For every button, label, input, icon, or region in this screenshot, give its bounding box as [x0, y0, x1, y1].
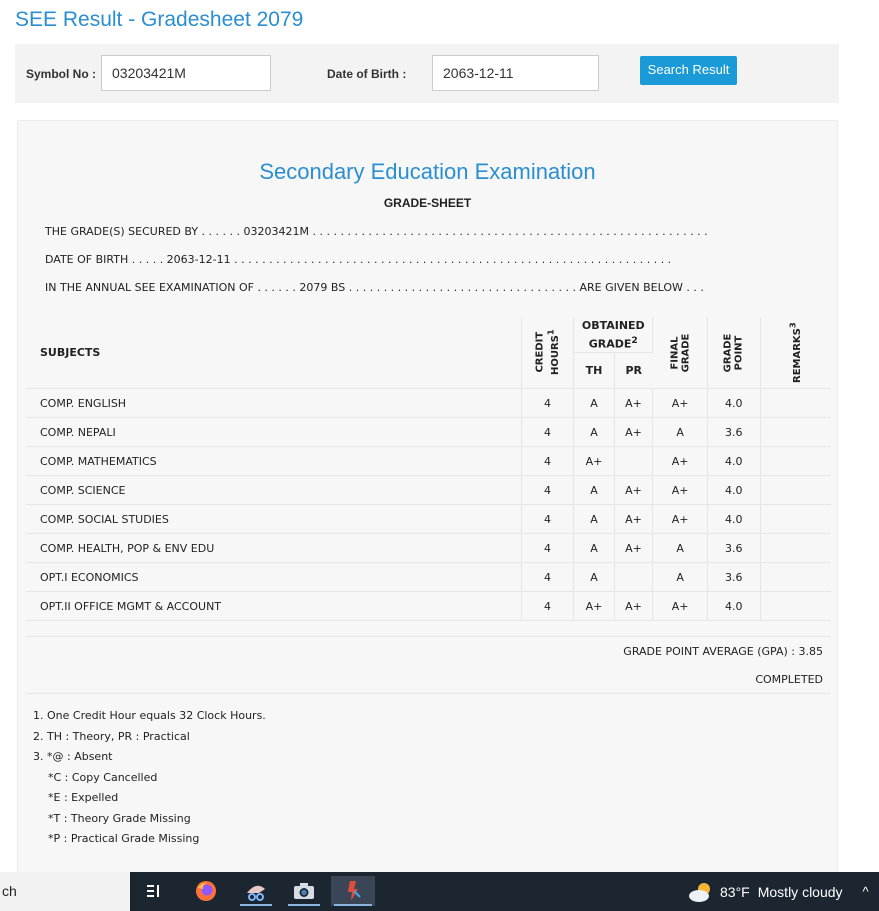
footnotes: [33, 706, 266, 850]
gradesheet-panel: [17, 120, 838, 880]
credit-cell: 4: [521, 592, 574, 621]
grade-point-cell: 3.6: [707, 563, 760, 592]
dob-label: Date of Birth :: [327, 67, 407, 81]
final-grade-cell: A: [653, 563, 708, 592]
remarks-cell: [760, 505, 831, 534]
credit-cell: 4: [521, 534, 574, 563]
final-grade-cell: A+: [653, 592, 708, 621]
header-remarks: REMARKS$^3$: [760, 317, 831, 389]
footnote-item: 2. TH : Theory, PR : Practical: [33, 729, 190, 743]
chevron-up-icon[interactable]: ^: [862, 884, 869, 899]
table-row: [26, 534, 831, 563]
table-row: [26, 447, 831, 476]
taskbar-search-text: ch: [2, 883, 17, 899]
pr-cell: A+: [614, 389, 652, 418]
footnote-item: 3. *@ : Absent: [33, 750, 113, 763]
footnote-item: *P : Practical Grade Missing: [48, 832, 200, 845]
final-grade-cell: A: [653, 418, 708, 447]
footnote-item: 1. One Credit Hour equals 32 Clock Hours.: [33, 709, 266, 722]
th-cell: A: [574, 505, 615, 534]
remarks-cell: [760, 418, 831, 447]
exam-line: IN THE ANNUAL SEE EXAMINATION OF . . . . . . 2079 BS . . . . . . . . . . . . . . . . . . . . . . . . . . . . . . . . . ARE GIVEN BELOW . . .: [45, 281, 704, 294]
grade-point-cell: 4.0: [707, 592, 760, 621]
table-row: [26, 389, 831, 418]
credit-cell: 4: [521, 389, 574, 418]
weather-widget[interactable]: [688, 872, 869, 911]
subject-cell: COMP. NEPALI: [26, 418, 521, 447]
table-row: [26, 592, 831, 621]
credit-cell: 4: [521, 476, 574, 505]
final-grade-cell: A+: [653, 476, 708, 505]
remarks-cell: [760, 592, 831, 621]
pr-cell: A+: [614, 592, 652, 621]
camera-icon[interactable]: [285, 876, 323, 906]
header-credit-hours: CREDIT HOURS$^1$: [521, 317, 574, 389]
subject-cell: COMP. MATHEMATICS: [26, 447, 521, 476]
table-row: [26, 505, 831, 534]
final-grade-cell: A+: [653, 505, 708, 534]
table-header-row: [26, 317, 831, 353]
snipping-tool-icon[interactable]: [237, 876, 275, 906]
gpa-line: GRADE POINT AVERAGE (GPA) : 3.85: [623, 644, 823, 658]
header-pr: PR: [614, 353, 652, 389]
grade-point-cell: 4.0: [707, 476, 760, 505]
search-panel: [15, 44, 839, 103]
footnote-item: *T : Theory Grade Missing: [48, 811, 191, 825]
subject-cell: OPT.II OFFICE MGMT & ACCOUNT: [26, 592, 521, 621]
firefox-icon[interactable]: [187, 876, 225, 906]
grade-point-cell: 4.0: [707, 447, 760, 476]
table-row: [26, 476, 831, 505]
credit-cell: 4: [521, 447, 574, 476]
dob-input[interactable]: 2063-12-11: [432, 55, 599, 91]
remarks-cell: [760, 534, 831, 563]
pr-cell: A+: [614, 476, 652, 505]
table-row: [26, 563, 831, 592]
subject-cell: COMP. HEALTH, POP & ENV EDU: [26, 534, 521, 563]
gradesheet-title: GRADE-SHEET: [383, 196, 472, 210]
th-cell: A+: [574, 447, 615, 476]
header-obtained-grade: OBTAINED GRADE$^2$: [574, 317, 653, 353]
app-icon[interactable]: [331, 876, 375, 906]
grade-point-cell: 4.0: [707, 505, 760, 534]
th-cell: A+: [574, 592, 615, 621]
final-grade-cell: A+: [653, 389, 708, 418]
symbol-input[interactable]: 03203421M: [101, 55, 271, 91]
header-subjects: SUBJECTS: [26, 317, 521, 389]
th-cell: A: [574, 418, 615, 447]
remarks-cell: [760, 447, 831, 476]
table-row: [26, 418, 831, 447]
subject-cell: COMP. SOCIAL STUDIES: [26, 505, 521, 534]
grade-point-cell: 3.6: [707, 534, 760, 563]
th-cell: A: [574, 563, 615, 592]
weather-temperature: 83°F: [720, 883, 750, 900]
header-final-grade: FINAL GRADE: [653, 317, 708, 389]
credit-cell: 4: [521, 563, 574, 592]
final-grade-cell: A: [653, 534, 708, 563]
subject-cell: COMP. SCIENCE: [26, 476, 521, 505]
th-cell: A: [574, 476, 615, 505]
remarks-cell: [760, 389, 831, 418]
pr-cell: A+: [614, 505, 652, 534]
dob-line: DATE OF BIRTH . . . . . 2063-12-11 . . . . . . . . . . . . . . . . . . . . . . . . . . . . . . . . . . . . . . . . . . . . . . . . . . . . . . . . . . . . . . .: [45, 253, 672, 266]
weather-icon: [688, 881, 714, 903]
pr-cell: A+: [614, 418, 652, 447]
taskbar-search-box[interactable]: [0, 872, 130, 911]
footnote-item: *C : Copy Cancelled: [48, 770, 158, 784]
th-cell: A: [574, 534, 615, 563]
final-grade-cell: A+: [653, 447, 708, 476]
pr-cell: [614, 563, 652, 592]
credit-cell: 4: [521, 505, 574, 534]
exam-title: Secondary Education Examination: [259, 159, 596, 184]
search-result-button[interactable]: Search Result: [640, 56, 737, 85]
symbol-label: Symbol No :: [26, 67, 97, 81]
header-grade-point: GRADE POINT: [707, 317, 760, 389]
page-title: SEE Result - Gradesheet 2079: [15, 8, 304, 31]
weather-description: Mostly cloudy: [757, 883, 843, 900]
subject-cell: OPT.I ECONOMICS: [26, 563, 521, 592]
result-status: COMPLETED: [26, 665, 831, 694]
credit-cell: 4: [521, 418, 574, 447]
grades-table: [26, 317, 831, 694]
pr-cell: A+: [614, 534, 652, 563]
taskbar: [0, 872, 879, 911]
subject-cell: COMP. ENGLISH: [26, 389, 521, 418]
grade-point-cell: 3.6: [707, 418, 760, 447]
grade-point-cell: 4.0: [707, 389, 760, 418]
pr-cell: [614, 447, 652, 476]
footnote-item: *E : Expelled: [48, 791, 119, 804]
th-cell: A: [574, 389, 615, 418]
remarks-cell: [760, 476, 831, 505]
task-view-icon[interactable]: [135, 876, 173, 906]
remarks-cell: [760, 563, 831, 592]
secured-by-line: THE GRADE(S) SECURED BY . . . . . . 03203421M . . . . . . . . . . . . . . . . . . . . . . . . . . . . . . . . . . . . . . . . . . . . . . . . . . . . . . . . .: [45, 225, 708, 238]
header-th: TH: [574, 353, 615, 389]
